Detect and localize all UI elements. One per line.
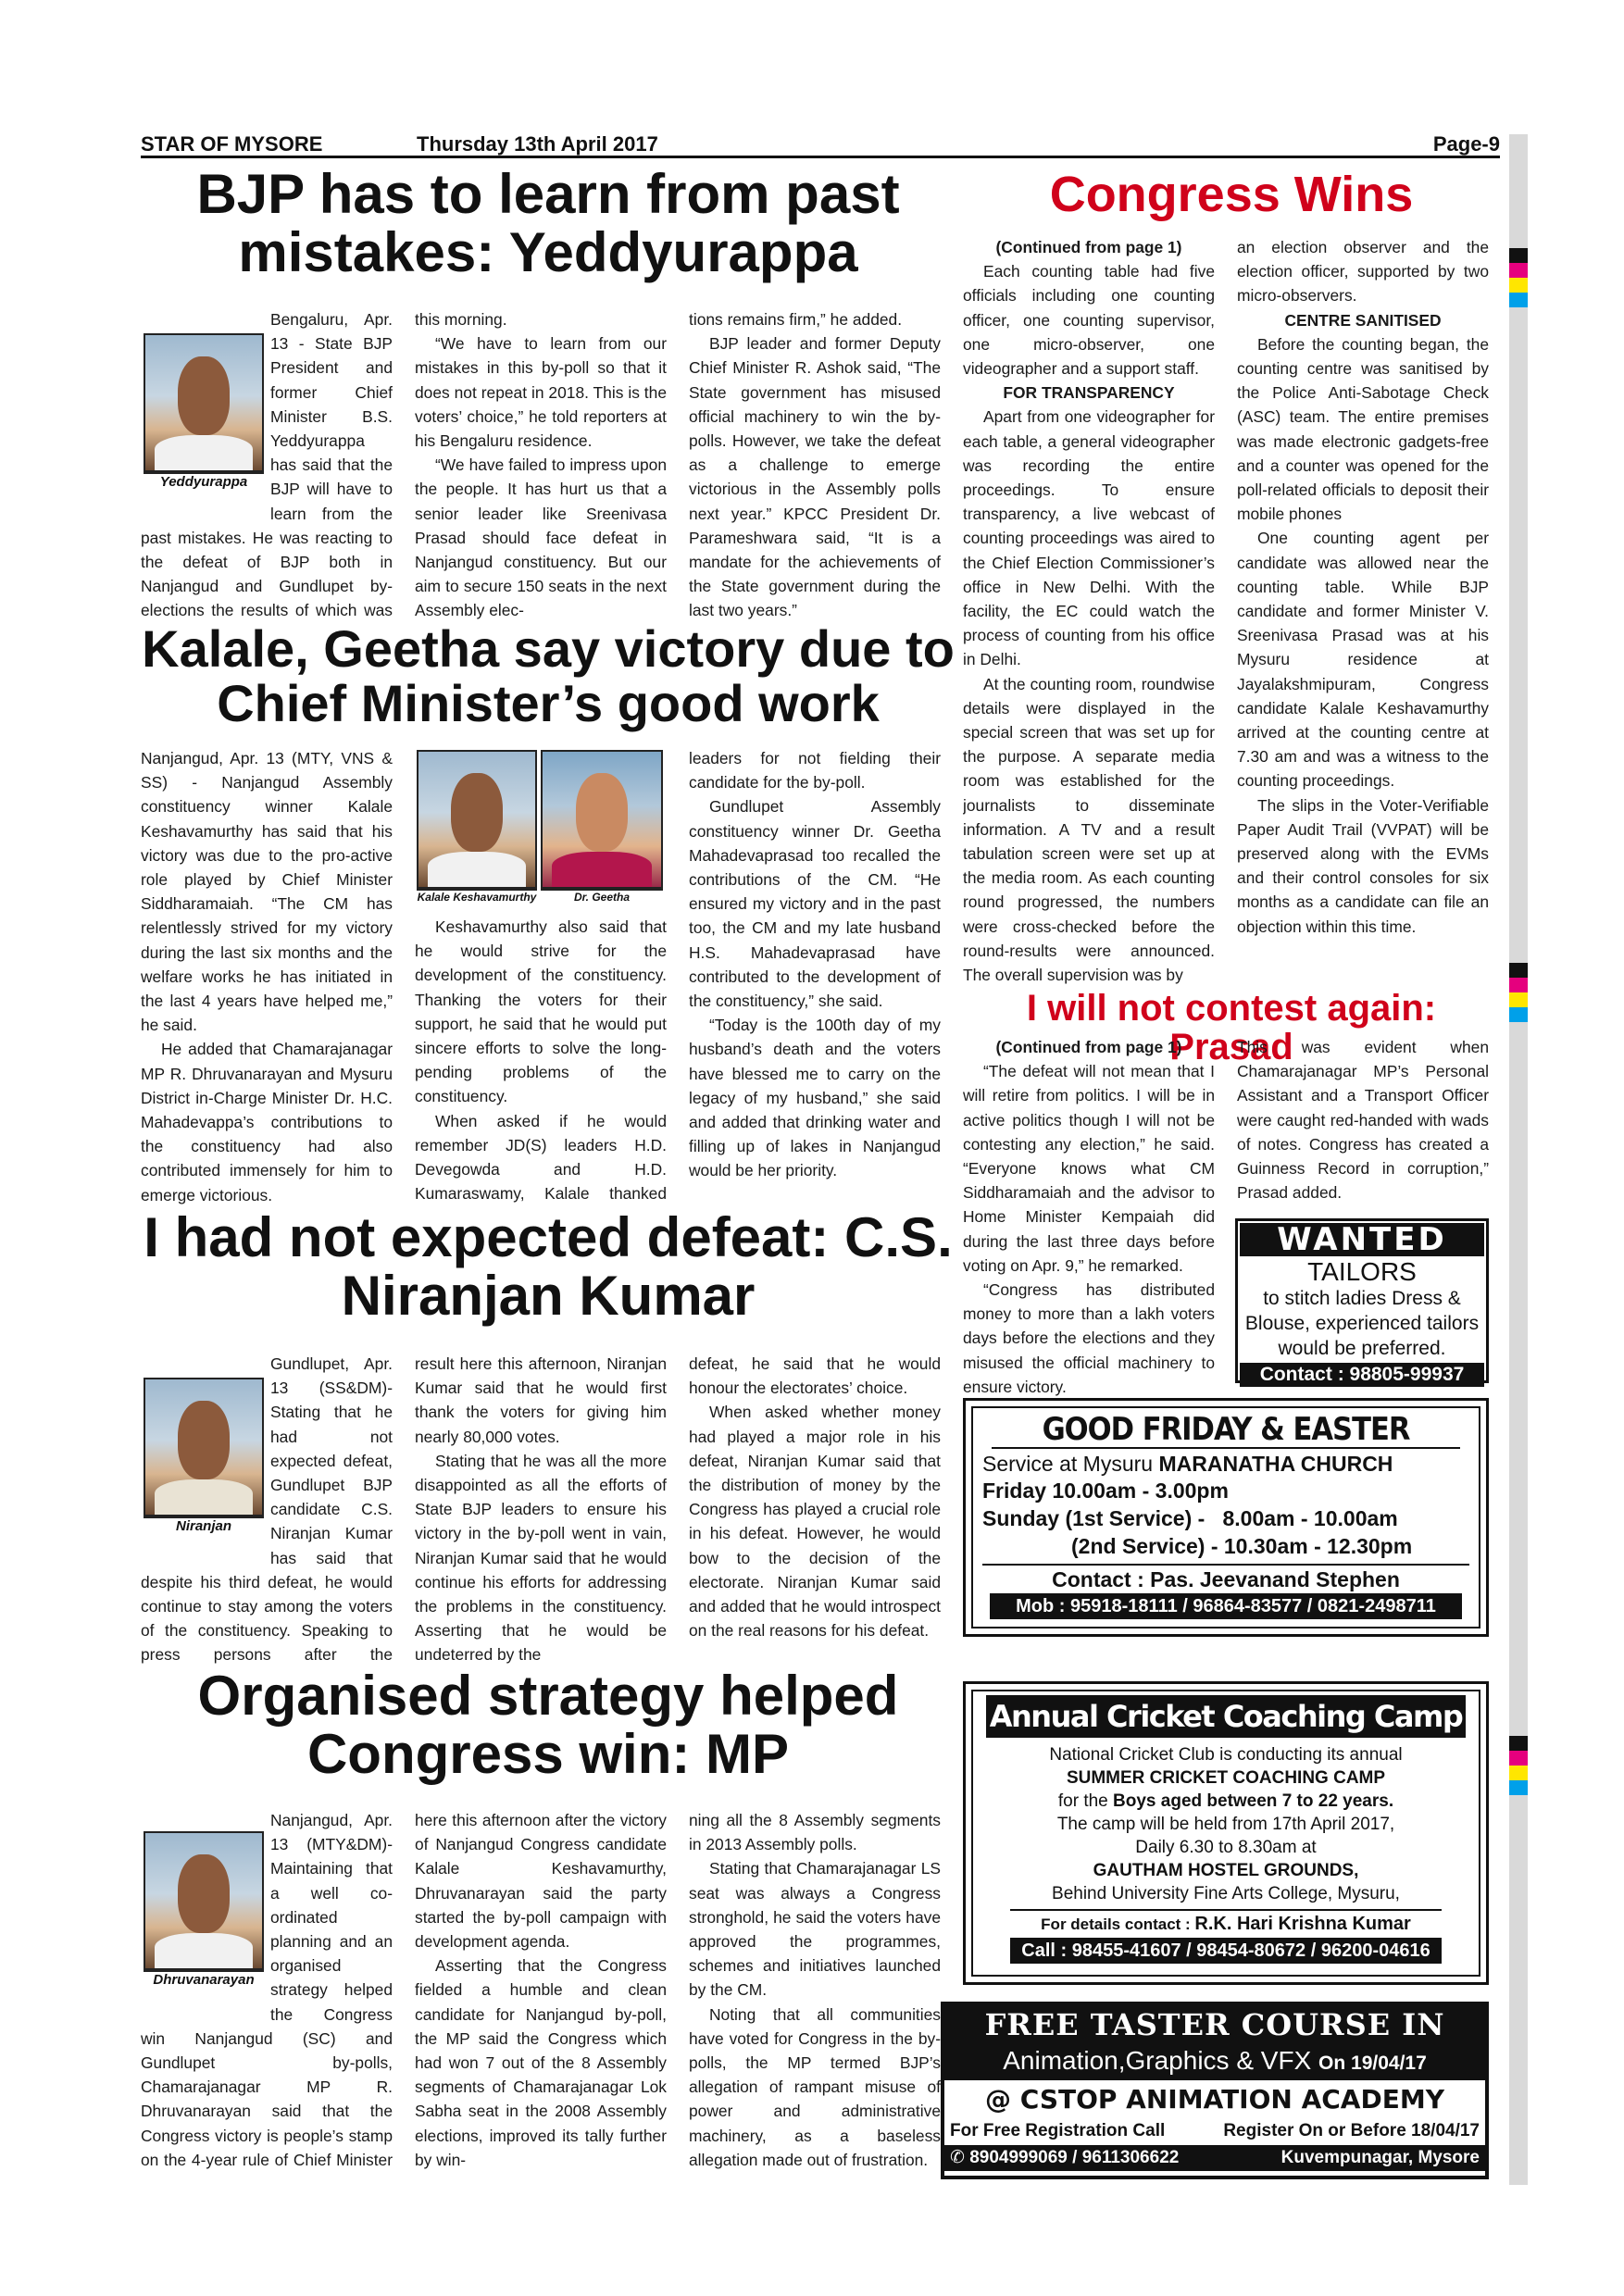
kalale-col-2: Keshavamurthy also said that he would strive for the development of the constituency. Thanking the voters for their support, he said that he would put sincere efforts to solve the long-pending problems of the constituency. When asked if he would remember JD(S) leaders H.D. Devegowda and H.D. Kumaraswamy, Kalale thanked: [415, 917, 667, 1204]
cstop-l2: Animation,Graphics & VFX On 19/04/17: [944, 2044, 1485, 2080]
geetha-caption: Dr. Geetha: [541, 889, 663, 909]
cricket-ad: [963, 1681, 1489, 1985]
easter-title: GOOD FRIDAY & EASTER: [992, 1412, 1460, 1449]
issue-date: Thursday 13th April 2017: [417, 132, 658, 156]
easter-sunday-1: Sunday (1st Service) - 8.00am - 10.00am: [982, 1506, 1398, 1530]
registration-marks-top: [1509, 248, 1528, 307]
cstop-title: FREE TASTER COURSE IN: [944, 2005, 1485, 2044]
cstop-l4: For Free Registration Call Register On or Before 18/04/17: [950, 2121, 1480, 2140]
cricket-l1: National Cricket Club is conducting its annual: [1049, 1745, 1403, 1765]
yeddyurappa-col-1: Bengaluru, Apr. 13 - State BJP President and former Chief Minister B.S. Yeddyurappa has said that the BJP will have to learn from the past mistakes. He was reacting to the defeat of BJP both in Nanjangud and Gundlupet by-elections the results of which was: [141, 310, 393, 620]
page-number: Page-9: [1432, 132, 1500, 156]
paper-name: STAR OF MYSORE: [141, 132, 323, 156]
easter-venue: Service at Mysuru MARANATHA CHURCH: [982, 1452, 1393, 1476]
kalale-headline: Kalale, Geetha say victory due to Chief Minister’s good work: [142, 619, 955, 732]
wanted-title: WANTED: [1240, 1223, 1484, 1256]
prasad-col-1: (Continued from page 1) “The defeat will not mean that I will retire from politics. I will be in active politics though I will not be contesting any election,” he said. “Everyone knows what CM Siddharamaiah and the advisor to Home Minister Kempaiah did during the last three days before voting on Apr. 9,” he remarked. “Congress has distributed money to more than a lakh voters days before the elections and they misused the official machinery to ensure victory.: [963, 1038, 1215, 1396]
cstop-ad: [941, 2002, 1489, 2179]
yeddyurappa-col-2: this morning. “We have to learn from our mistakes in this by-poll so that it does not repeat in 2018. This is the voters’ choice,” he told reporters at his Bengaluru residence. “We have failed to impress upon the people. It has hurt us that a senior leader like Sreenivasa Prasad should face defeat in Nanjangud constituency. But our aim to secure 150 seats in the next Assembly elec-: [415, 310, 667, 620]
easter-contact: Contact : Pas. Jeevanand Stephen: [982, 1564, 1469, 1593]
kalale-col-1: Nanjangud, Apr. 13 (MTY, VNS & SS) - Nanjangud Assembly constituency winner Kalale Keshavamurthy has said that his victory was due to the pro-active role played by Chief Minister Siddharamaiah. “The CM has relentlessly strived for my victory during the last six months and the welfare works he has initiated in the last 4 years have helped me,” he said. He added that Chamarajanagar MP R. Dhruvanarayan and Mysuru District in-Charge Minister Dr. H.C. Mahadevappa’s contributions to the constituency had also contributed immensely for him to emerge victorious.: [141, 749, 393, 1204]
cricket-call: Call : 98455-41607 / 98454-80672 / 96200-04616: [1010, 1938, 1442, 1964]
mp-col-2: here this afternoon after the victory of Nanjangud Congress candidate Kalale Keshavamurthy, Dhruvanarayan said the party started the by-poll campaign with development agenda. Asserting that the Congress fielded a humble and clean candidate for Nanjangud by-poll, the MP said the Congress which had won 7 out of the 8 Assembly segments of Chamarajanagar Lok Sabha seat in the 2008 Assembly elections, improved its tally further by win-: [415, 1811, 667, 2169]
wanted-ad: [1235, 1218, 1489, 1383]
wanted-sub: TAILORS: [1307, 1257, 1417, 1286]
cricket-l3: for the Boys aged between 7 to 22 years.: [1057, 1791, 1394, 1811]
cricket-l4: The camp will be held from 17th April 2017,: [1056, 1815, 1395, 1834]
niranjan-col-2: result here this afternoon, Niranjan Kumar said that he would first thank the voters for giving him nearly 80,000 votes. Stating that he was all the more disappointed as all the efforts of State BJP leaders to ensure his victory in the by-poll went in vain, Niranjan Kumar said that he would continue his efforts for addressing the problems in the constituency. Asserting that he would be undeterred by the: [415, 1354, 667, 1665]
niranjan-col-3: defeat, he said that he would honour the electorates’ choice. When asked whether money had played a major role in his defeat, Niranjan Kumar said that the distribution of money by the Congress has played a crucial role in his defeat. However, he would bow to the decision of the electorate. Niranjan Kumar said and added that he would introspect on the real reasons for his defeat.: [689, 1354, 941, 1641]
cstop-academy: @ CSTOP ANIMATION ACADEMY: [985, 2084, 1444, 2115]
yeddyurappa-col-3: tions remains firm,” he added. BJP leader and former Deputy Chief Minister R. Ashok said, “The State government has misused official machinery to win the by-polls. However, we take the defeat as a challenge to emerge victorious in the Assembly polls next year.” KPCC President Dr. Parameshwara said, “It is a mandate for the achievements of the State government during the last two years.”: [689, 310, 941, 620]
congress-col-2: an election observer and the election officer, supported by two micro-observers. CENTRE SANITISED Before the counting began, the counting centre was sanitised by the Police Anti-Sabotage Check (ASC) team. The entire premises was made electronic gadgets-free and a counter was opened for the poll-related officials to deposit their mobile phones One counting agent per candidate was allowed near the counting table. While BJP candidate and former Minister V. Sreenivasa Prasad was at his Mysuru residence at Jayalakshmipuram, Congress candidate Kalale Keshavamurthy arrived at the counting centre at 7.30 am and was a witness to the counting proceedings. The slips in the Voter-Verifiable Paper Audit Trail (VVPAT) will be preserved along with the EVMs and their control consoles for six months as a candidate can file an objection within this time.: [1237, 238, 1489, 936]
cricket-l7: Behind University Fine Arts College, Mysuru,: [1052, 1884, 1400, 1903]
easter-mobile: Mob : 95918-18111 / 96864-83577 / 0821-2498711: [990, 1593, 1462, 1619]
cricket-title: Annual Cricket Coaching Camp: [986, 1695, 1466, 1738]
yeddyurappa-headline: BJP has to learn from past mistakes: Yeddyurappa: [196, 163, 900, 283]
masthead: [141, 132, 1500, 158]
kalale-photo: [417, 750, 537, 889]
mp-col-1: Nanjangud, Apr. 13 (MTY&DM)- Maintaining that a well co-ordinated planning and an organised strategy helped the Congress win Nanjangud (SC) and Gundlupet by-polls, Chamarajanagar MP R. Dhruvanarayan said that the Congress victory is people’s stamp on the 4-year rule of Chief Minister: [141, 1811, 393, 2169]
kalale-caption: Kalale Keshavamurthy: [417, 889, 537, 909]
registration-marks-low: [1509, 1736, 1528, 1795]
dhruvanarayan-caption: Dhruvanarayan: [144, 1970, 264, 1992]
cricket-l6: GAUTHAM HOSTEL GROUNDS,: [1093, 1861, 1359, 1880]
yeddyurappa-caption: Yeddyurappa: [144, 472, 264, 494]
niranjan-caption: Niranjan: [144, 1516, 264, 1539]
print-margin-band: [1509, 134, 1528, 2185]
niranjan-headline: I had not expected defeat: C.S. Niranjan Kumar: [144, 1206, 953, 1327]
congress-wins-headline: Congress Wins: [1049, 167, 1414, 222]
wanted-contact: Contact : 98805-99937: [1240, 1363, 1484, 1387]
wanted-body: to stitch ladies Dress & Blouse, experienced tailors would be preferred.: [1244, 1288, 1480, 1359]
geetha-photo: [541, 750, 663, 889]
mp-col-3: ning all the 8 Assembly segments in 2013 Assembly polls. Stating that Chamarajanagar LS seat was always a Congress stronghold, he said the voters have approved the programmes, schemes and initiatives launched by the CM. Noting that all communities have voted for Congress in the by-polls, the MP termed BJP’s allegation of rampant misuse of power and administrative machinery, as a baseless allegation made out of frustration.: [689, 1811, 941, 2169]
congress-col-1: (Continued from page 1) Each counting table had five officials including one counting officer, one counting supervisor, one micro-observer, one videographer and a support staff. FOR TRANSPARENCY Apart from one videographer for each table, a general videographer was recording the entire proceedings. To ensure transparency, a live webcast of counting proceedings was aired to the Chief Election Commissioner’s office in New Delhi. With the facility, the EC could watch the process of counting from his office in Delhi. At the counting room, roundwise details were displayed in the special screen that was set up for the purpose. A separate media room was established for the journalists to disseminate information. A TV and a result tabulation screen were set up at the media room. As each counting round progressed, the numbers were cross-checked before the round-results were announced. The overall supervision was by: [963, 238, 1215, 985]
easter-friday: Friday 10.00am - 3.00pm: [982, 1479, 1229, 1503]
easter-sunday-2: (2nd Service) - 10.30am - 12.30pm: [1071, 1534, 1413, 1558]
registration-marks-mid: [1509, 963, 1528, 1022]
cstop-l5: ✆ 8904999069 / 9611306622 Kuvempunagar, Mysore: [944, 2145, 1485, 2171]
prasad-col-2: This was evident when Chamarajanagar MP’s Personal Assistant and a Transport Officer were caught red-handed with wads of notes. Congress has created a Guinness Record in corruption,” Prasad added.: [1237, 1038, 1489, 1203]
cricket-l5: Daily 6.30 to 8.30am at: [1135, 1838, 1317, 1857]
prasad-headline: I will not contest again: Prasad: [1026, 988, 1437, 1067]
cricket-l2: SUMMER CRICKET COACHING CAMP: [1066, 1768, 1386, 1788]
niranjan-col-1: Gundlupet, Apr. 13 (SS&DM)- Stating that he had not expected defeat, Gundlupet BJP candidate C.S. Niranjan Kumar has said that despite his third defeat, he would continue to stay among the voters of the constituency. Speaking to press persons after the: [141, 1354, 393, 1665]
easter-ad: [963, 1398, 1489, 1637]
mp-headline: Organised strategy helped Congress win: MP: [197, 1665, 899, 1785]
kalale-col-3: leaders for not fielding their candidate for the by-poll. Gundlupet Assembly constituency winner Dr. Geetha Mahadevaprasad too recalled the contributions of the CM. “He ensured my victory and in the past too, the CM and my late husband H.S. Mahadevaprasad have contributed to the development of the constituency,” she said. “Today is the 100th day of my husband’s death and the voters have blessed me to carry on the legacy of my husband,” she said and added that drinking water and filling up of lakes in Nanjangud would be her priority.: [689, 749, 941, 1180]
cricket-l8: For details contact : R.K. Hari Krishna Kumar: [1010, 1909, 1442, 1938]
